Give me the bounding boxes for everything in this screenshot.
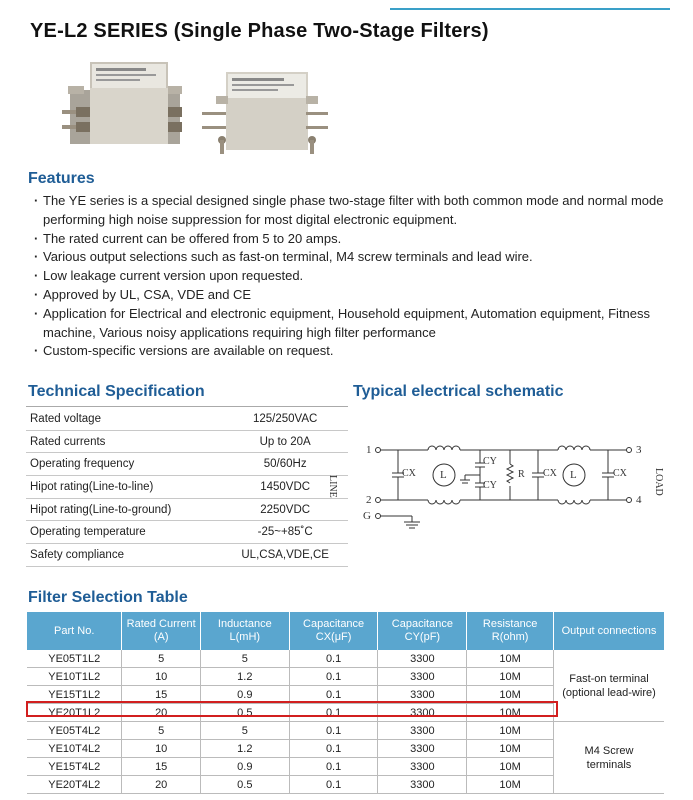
table-row <box>27 722 664 740</box>
spec-divider <box>26 406 348 407</box>
column-header: Capacitance CY(pF) <box>378 612 467 650</box>
pin-2-label: 2 <box>366 494 372 506</box>
schematic-heading: Typical electrical schematic <box>353 383 564 400</box>
spec-value: 1450VDC <box>222 476 348 499</box>
spec-label: Hipot rating(Line-to-ground) <box>26 498 222 521</box>
cx-label: CX <box>402 468 416 479</box>
cy-label: CY <box>483 480 497 491</box>
table-cell: 10M <box>467 758 554 776</box>
table-cell: 0.1 <box>289 740 378 758</box>
table-cell: 20 <box>122 704 200 722</box>
column-header: Rated Current (A) <box>122 612 200 650</box>
spec-row <box>26 521 348 544</box>
table-cell: 15 <box>122 758 200 776</box>
features-heading: Features <box>28 170 95 187</box>
column-header: Resistance R(ohm) <box>467 612 554 650</box>
table-cell: 0.1 <box>289 650 378 668</box>
table-cell: 0.1 <box>289 722 378 740</box>
table-cell: 3300 <box>378 776 467 794</box>
feature-item: · The YE series is a special designed single phase two-stage filter with both common mode and normal mode performing high noise suppression for most digital electronic equipment. <box>34 192 664 230</box>
pin-1-label: 1 <box>366 444 372 456</box>
table-cell: 5 <box>200 650 289 668</box>
table-cell: 10M <box>467 776 554 794</box>
table-cell: 3300 <box>378 740 467 758</box>
spec-value: 50/60Hz <box>222 453 348 476</box>
table-row <box>27 650 664 668</box>
table-cell: 10M <box>467 650 554 668</box>
inductor-label: L <box>440 469 447 481</box>
feature-item: · Low leakage current version upon requested. <box>34 267 664 286</box>
table-cell: 20 <box>122 776 200 794</box>
spec-row <box>26 408 348 430</box>
highlighted-row-outline <box>26 701 558 717</box>
table-cell: YE05T4L2 <box>27 722 122 740</box>
output-connection-cell: M4 Screw terminals <box>553 722 664 794</box>
table-cell: 15 <box>122 686 200 704</box>
table-cell: 0.5 <box>200 704 289 722</box>
table-cell: YE10T1L2 <box>27 668 122 686</box>
table-cell: 0.5 <box>200 776 289 794</box>
table-cell: 3300 <box>378 650 467 668</box>
spec-table <box>26 408 348 567</box>
table-cell: 10M <box>467 722 554 740</box>
table-header-row <box>27 612 664 650</box>
spec-row <box>26 544 348 567</box>
cy-label: CY <box>483 456 497 467</box>
table-cell: 3300 <box>378 668 467 686</box>
table-cell: 10M <box>467 704 554 722</box>
table-cell: 0.9 <box>200 686 289 704</box>
spec-value: Up to 20A <box>222 430 348 453</box>
selection-heading: Filter Selection Table <box>28 589 188 606</box>
feature-item: · Approved by UL, CSA, VDE and CE <box>34 286 664 305</box>
cx-label: CX <box>613 468 627 479</box>
spec-label: Safety compliance <box>26 544 222 567</box>
pin-g-label: G <box>363 510 371 522</box>
table-cell: YE15T4L2 <box>27 758 122 776</box>
column-header: Capacitance CX(μF) <box>289 612 378 650</box>
table-cell: 0.1 <box>289 668 378 686</box>
line-label: LINE <box>327 475 338 498</box>
features-list <box>34 192 664 361</box>
spec-row <box>26 476 348 499</box>
spec-label: Rated voltage <box>26 408 222 430</box>
table-cell: 0.1 <box>289 686 378 704</box>
spec-row <box>26 453 348 476</box>
table-cell: YE10T4L2 <box>27 740 122 758</box>
spec-row <box>26 430 348 453</box>
spec-value: 125/250VAC <box>222 408 348 430</box>
top-rule <box>390 8 670 10</box>
spec-heading: Technical Specification <box>28 383 205 400</box>
column-header: Part No. <box>27 612 122 650</box>
table-cell: 1.2 <box>200 740 289 758</box>
table-cell: 3300 <box>378 722 467 740</box>
cx-label: CX <box>543 468 557 479</box>
table-cell: 0.1 <box>289 776 378 794</box>
table-cell: YE20T1L2 <box>27 704 122 722</box>
table-cell: 1.2 <box>200 668 289 686</box>
spec-value: UL,CSA,VDE,CE <box>222 544 348 567</box>
electrical-schematic <box>340 430 670 535</box>
table-cell: 10M <box>467 668 554 686</box>
spec-row <box>26 498 348 521</box>
table-cell: 5 <box>122 722 200 740</box>
table-cell: 10 <box>122 740 200 758</box>
product-photo-fast-on <box>60 52 190 157</box>
column-header: Output connections <box>553 612 664 650</box>
spec-value: 2250VDC <box>222 498 348 521</box>
feature-item: · The rated current can be offered from 5 to 20 amps. <box>34 230 664 249</box>
spec-value: -25~+85˚C <box>222 521 348 544</box>
table-cell: 5 <box>122 650 200 668</box>
table-cell: 0.1 <box>289 704 378 722</box>
page-title: YE-L2 SERIES (Single Phase Two-Stage Filters) <box>30 20 489 42</box>
table-cell: 3300 <box>378 686 467 704</box>
table-cell: 10M <box>467 740 554 758</box>
pin-3-label: 3 <box>636 444 642 456</box>
table-cell: 0.9 <box>200 758 289 776</box>
table-cell: 10 <box>122 668 200 686</box>
load-label: LOAD <box>653 468 664 496</box>
table-cell: 3300 <box>378 758 467 776</box>
product-photo-screw <box>198 52 333 157</box>
spec-label: Hipot rating(Line-to-line) <box>26 476 222 499</box>
inductor-label: L <box>570 469 577 481</box>
pin-4-label: 4 <box>636 494 642 506</box>
resistor-label: R <box>518 469 525 480</box>
table-cell: YE15T1L2 <box>27 686 122 704</box>
column-header: Inductance L(mH) <box>200 612 289 650</box>
table-cell: 5 <box>200 722 289 740</box>
feature-item: · Custom-specific versions are available on request. <box>34 342 664 361</box>
output-connection-cell: Fast-on terminal (optional lead-wire) <box>553 650 664 722</box>
spec-label: Operating temperature <box>26 521 222 544</box>
spec-label: Rated currents <box>26 430 222 453</box>
table-cell: 3300 <box>378 704 467 722</box>
spec-label: Operating frequency <box>26 453 222 476</box>
feature-item: · Various output selections such as fast-on terminal, M4 screw terminals and lead wire. <box>34 248 664 267</box>
table-cell: 0.1 <box>289 758 378 776</box>
table-cell: 10M <box>467 686 554 704</box>
feature-item: · Application for Electrical and electronic equipment, Household equipment, Automation equipment, Fitness machine, Various noisy applications requiring high filter performance <box>34 305 664 343</box>
table-cell: YE20T4L2 <box>27 776 122 794</box>
table-cell: YE05T1L2 <box>27 650 122 668</box>
